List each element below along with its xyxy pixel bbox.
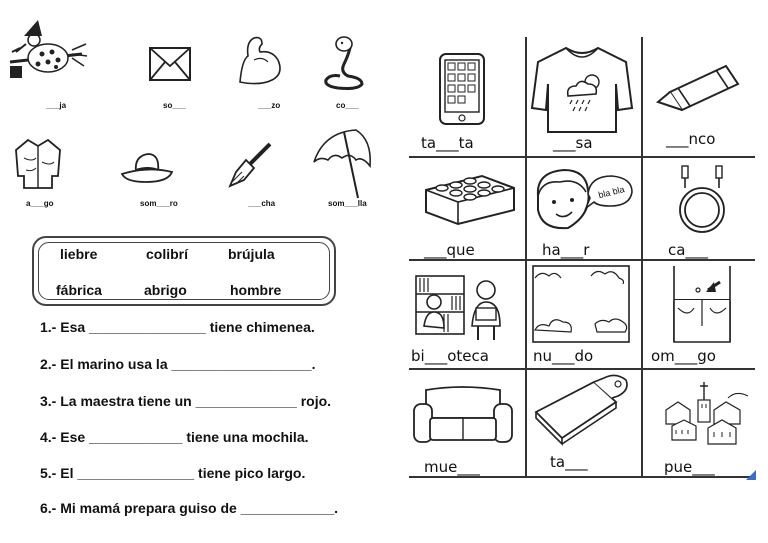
grid-caption: pue___ (664, 458, 715, 476)
grid-caption: ___que (424, 241, 475, 259)
picture-caption: ___cha (248, 199, 276, 208)
sentence-2: 2.- El marino usa la __________________. (40, 356, 316, 372)
grid-line (409, 476, 755, 478)
grid-line (409, 156, 755, 158)
tablet-icon (438, 52, 486, 126)
sofa-icon (412, 384, 514, 448)
picture-caption: som___lla (328, 199, 367, 208)
grid-caption: ha___r (542, 241, 590, 259)
grid-line (525, 37, 527, 477)
picture-caption: so___ (163, 101, 186, 110)
word-bank-item: colibrí (146, 246, 189, 262)
grid-caption: bi___oteca (411, 347, 489, 365)
hat-icon (118, 148, 176, 186)
umbrella-icon (310, 126, 374, 202)
sentence-1: 1.- Esa _______________ tiene chimenea. (40, 319, 315, 335)
grid-caption: ___nco (666, 130, 716, 148)
grid-line (409, 259, 755, 261)
picture-caption: co___ (336, 101, 359, 110)
word-bank-item: abrigo (144, 282, 187, 298)
cable-icon (676, 164, 734, 238)
paintbrush-icon (224, 140, 276, 192)
envelope-icon (148, 46, 192, 82)
grid-caption: mue___ (424, 458, 480, 476)
cobra-icon (318, 34, 370, 90)
picture-caption: ___zo (258, 101, 281, 110)
word-bank-item: hombre (230, 282, 282, 298)
crayon-icon (656, 62, 744, 112)
lego-brick-icon (422, 166, 518, 228)
picture-caption: a___go (26, 199, 54, 208)
cutting-board-icon (532, 372, 632, 448)
picture-caption: som___ro (140, 199, 178, 208)
sentence-4: 4.- Ese ____________ tiene una mochila. (40, 429, 309, 445)
sentence-6: 6.- Mi mamá prepara guiso de ____________. (40, 500, 339, 516)
grid-line (641, 37, 643, 477)
grid-caption: nu___do (533, 347, 594, 365)
grid-caption: ta___ (550, 453, 588, 471)
grid-caption: ca___ (668, 241, 708, 259)
talking-boy-icon (528, 166, 636, 240)
grid-caption: ta___ta (421, 134, 474, 152)
flexed-arm-icon (236, 30, 286, 86)
pants-navel-icon (664, 264, 740, 344)
library-icon (414, 270, 520, 342)
village-icon (664, 380, 750, 448)
word-bank-item: fábrica (56, 282, 102, 298)
word-bank-item: brújula (228, 246, 275, 262)
grid-caption: ___sa (553, 134, 593, 152)
grid-caption: om___go (651, 347, 716, 365)
jacket-icon (12, 136, 64, 192)
word-bank-item: liebre (60, 246, 98, 262)
corner-mark-icon (746, 470, 756, 480)
sweater-icon (530, 44, 634, 136)
clouds-icon (531, 264, 631, 344)
sentence-5: 5.- El _______________ tiene pico largo. (40, 465, 306, 481)
witch-on-broom-icon (2, 18, 88, 88)
speech-bubble-text: bla bla (597, 184, 626, 201)
grid-line (409, 368, 755, 370)
sentence-3: 3.- La maestra tiene un _____________ rojo. (40, 393, 332, 409)
picture-caption: ___ja (46, 101, 67, 110)
